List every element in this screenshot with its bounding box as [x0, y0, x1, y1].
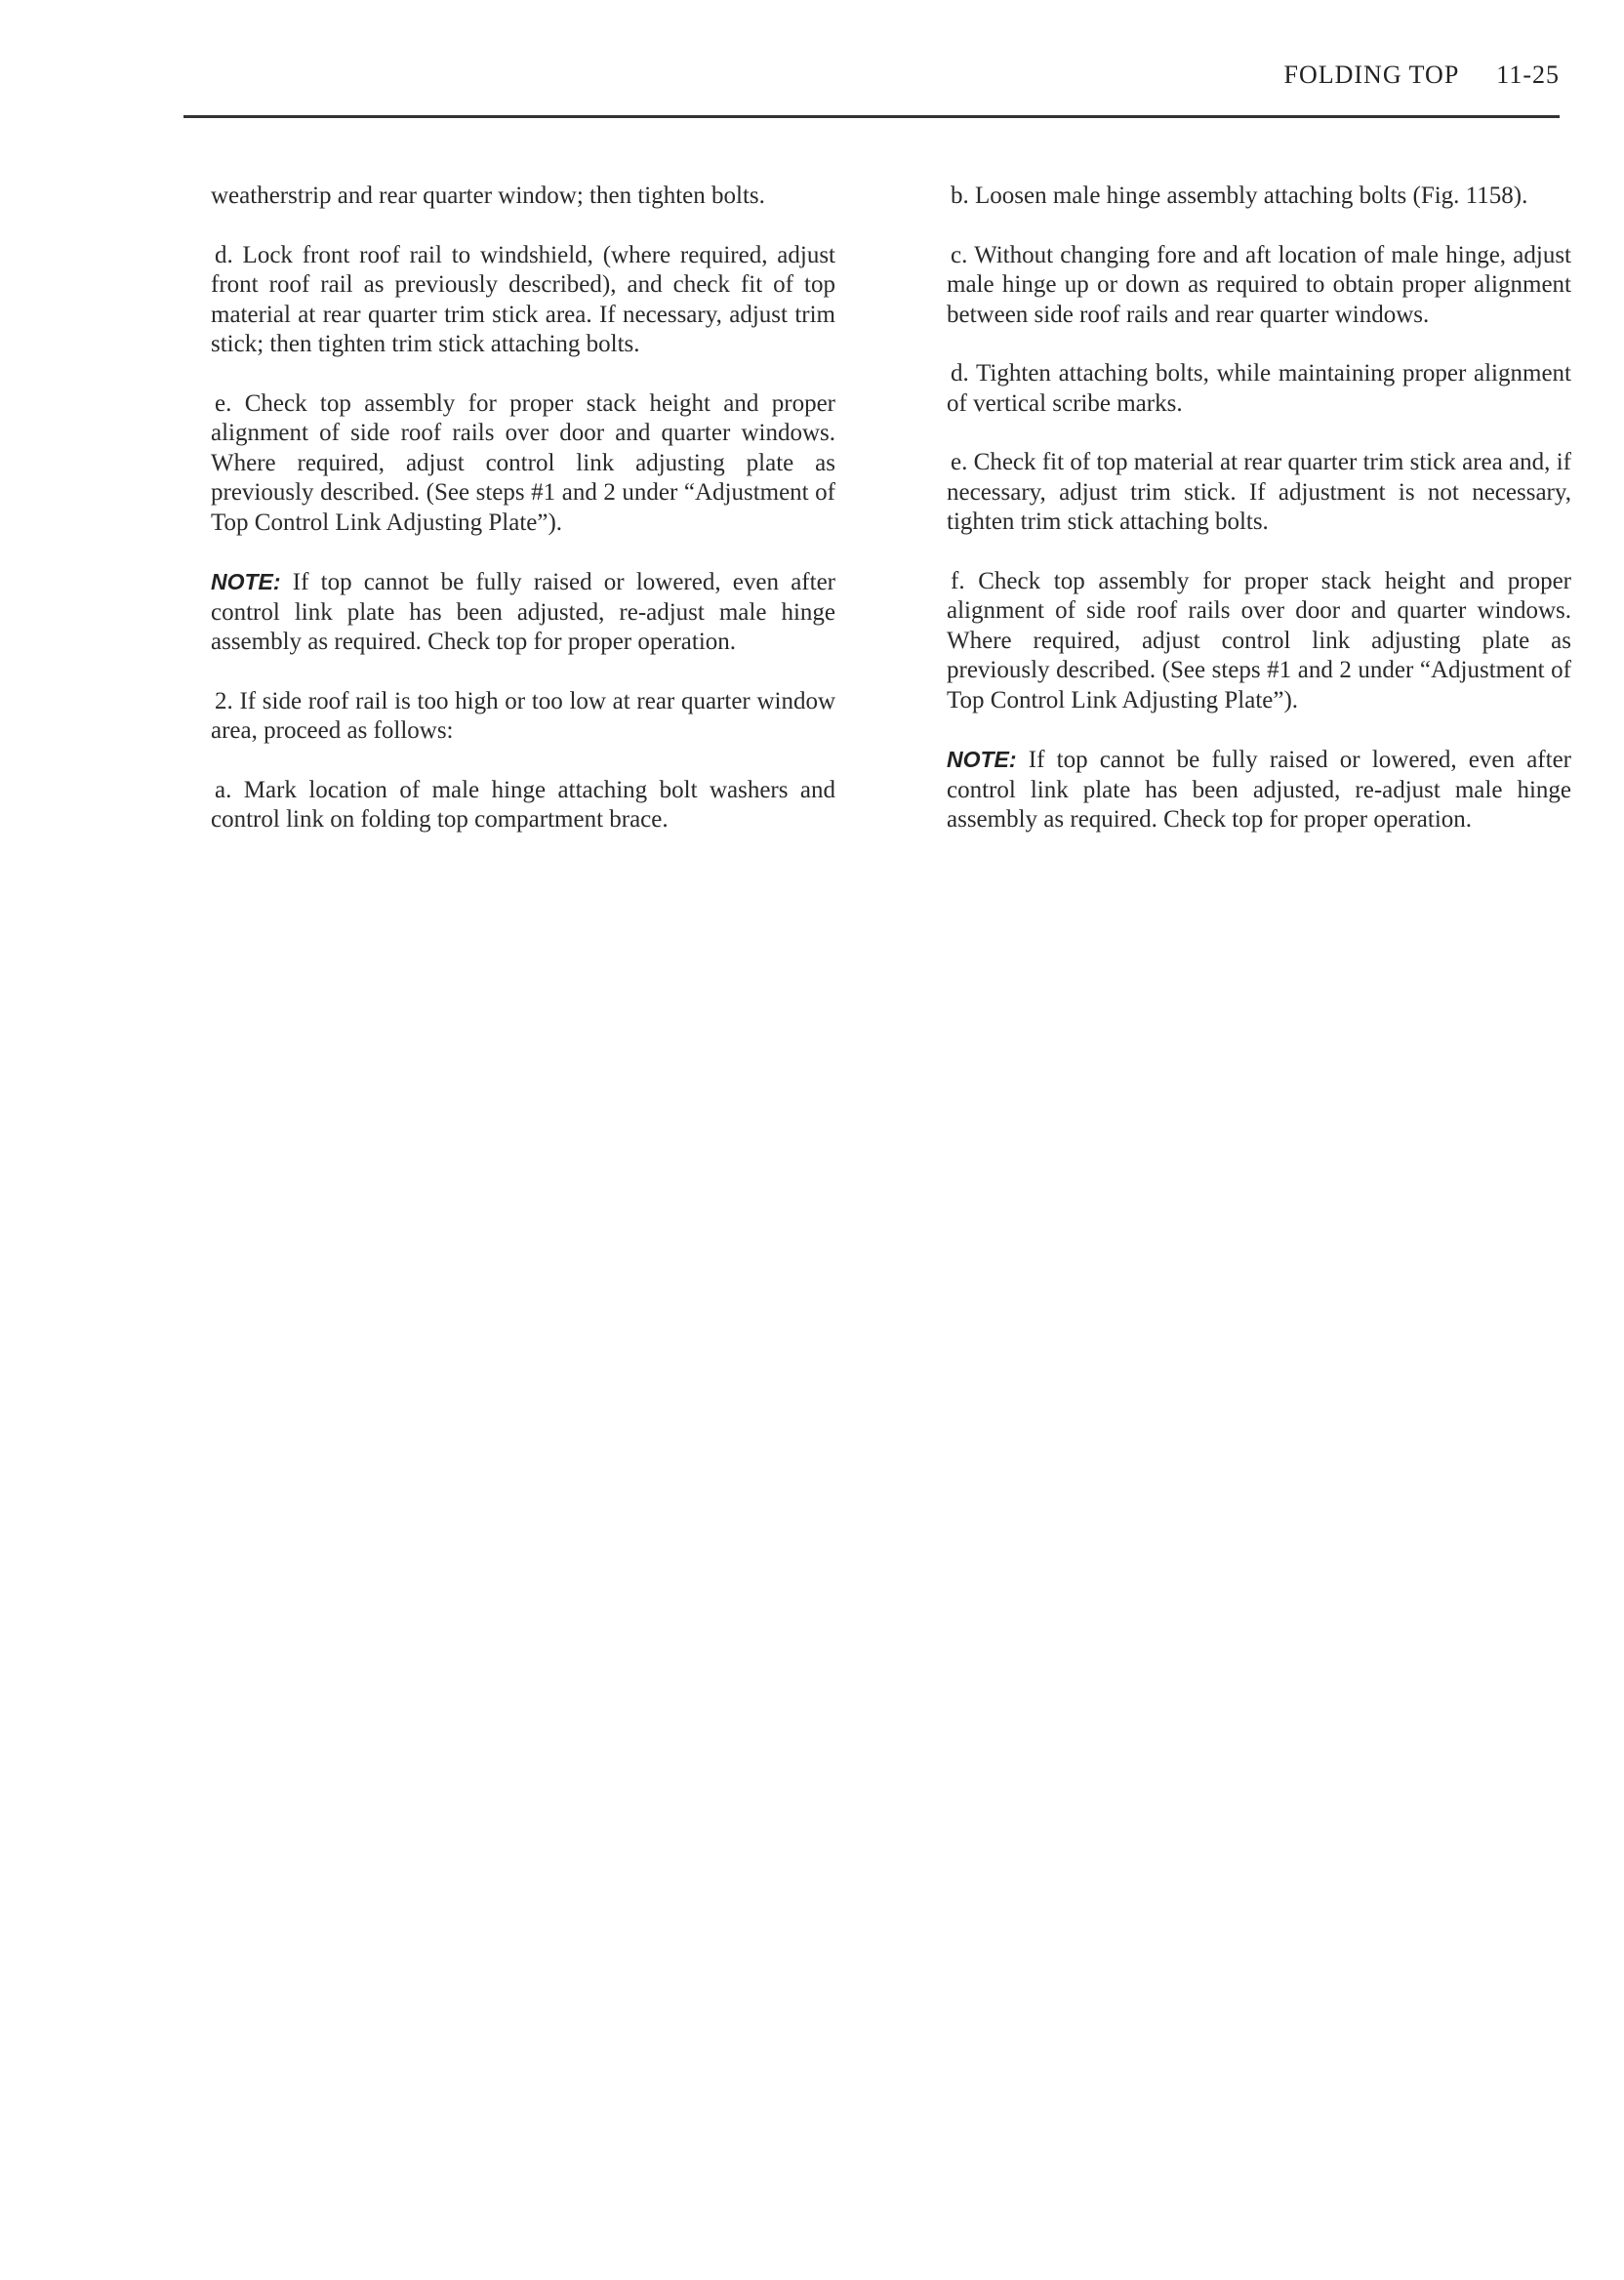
header-rule	[183, 115, 1560, 118]
step-e-check-fit: e. Check fit of top material at rear quarter trim stick area and, if necessary, adjust trim stick. If adjustment is not necessary, tighten trim stick attaching bolts.	[947, 449, 1571, 535]
step-f-check-stack-height: f. Check top assembly for proper stack height and proper alignment of side roof rails over door and quarter windows. Where required, adjust control link adjusting plate as previously described. (See steps #1 and 2 under “Adjustment of Top Control Link Adjusting Plate”).	[947, 567, 1571, 713]
section-title: FOLDING TOP	[1283, 61, 1460, 89]
step-a-mark-location: a. Mark location of male hinge attaching bolt washers and control link on folding top compartment brace.	[211, 776, 835, 833]
step-2-side-roof-rail: 2. If side roof rail is too high or too low at rear quarter window area, proceed as follows:	[211, 687, 835, 744]
step-d-tighten-bolts: d. Tighten attaching bolts, while maintaining proper alignment of vertical scribe marks.	[947, 360, 1571, 417]
note-label: NOTE:	[211, 569, 281, 594]
step-d-lock-front-roof-rail: d. Lock front roof rail to windshield, (where required, adjust front roof rail as previously described), and check fit of top material at rear quarter trim stick area. If necessary, adjust trim stick; then tighten trim stick attaching bolts.	[211, 241, 835, 357]
note-text: If top cannot be fully raised or lowered, even after control link plate has been adjusted, re-adjust male hinge assembly as required. Check top for proper operation.	[947, 747, 1571, 833]
step-e-check-stack-height: e. Check top assembly for proper stack height and proper alignment of side roof rails over door and quarter windows. Where required, adjust control link adjusting plate as previously described. (See steps #1 and 2 under “Adjustment of Top Control Link Adjusting Plate”).	[211, 389, 835, 536]
note-paragraph	[211, 567, 835, 658]
note-paragraph	[947, 745, 1571, 835]
step-c-adjust-hinge: c. Without changing fore and aft location of male hinge, adjust male hinge up or down as required to obtain proper alignment between side roof rails and rear quarter windows.	[947, 241, 1571, 328]
left-column	[211, 182, 835, 865]
paragraph-continuation: weatherstrip and rear quarter window; then tighten bolts.	[211, 183, 765, 209]
page-number: 11-25	[1496, 61, 1560, 89]
step-b-loosen-bolts: b. Loosen male hinge assembly attaching bolts (Fig. 1158).	[951, 183, 1528, 209]
page-header	[1284, 61, 1561, 90]
right-column	[947, 182, 1571, 865]
note-label: NOTE:	[947, 747, 1017, 772]
note-text: If top cannot be fully raised or lowered, even after control link plate has been adjusted, re-adjust male hinge assembly as required. Check top for proper operation.	[211, 569, 835, 655]
